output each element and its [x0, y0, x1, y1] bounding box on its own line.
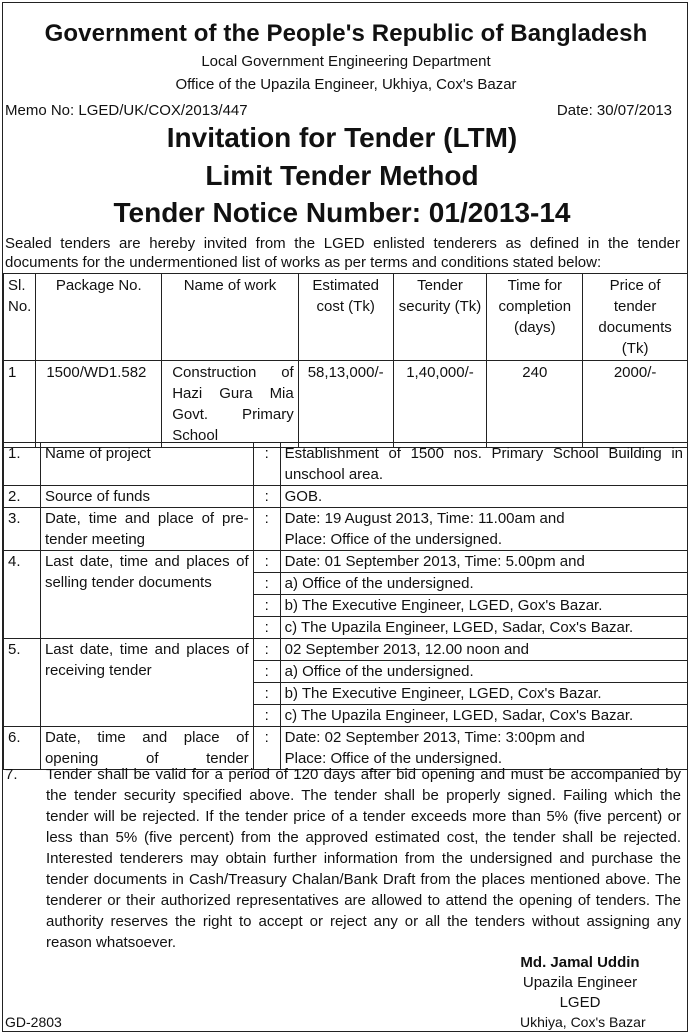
info-colon: :	[253, 727, 280, 770]
info-colon: :	[253, 617, 280, 639]
info-value: GOB.	[280, 486, 687, 508]
info-value	[280, 508, 687, 551]
signatory-place: Ukhiya, Cox's Bazar	[520, 1014, 646, 1030]
header-completion-time: Time for completion (days)	[487, 274, 583, 361]
info-colon: :	[253, 639, 280, 661]
row-estimated-cost: 58,13,000/-	[298, 361, 393, 448]
info-row-receiving	[4, 639, 688, 661]
row-sl: 1	[4, 361, 36, 448]
info-label: Last date, time and places of receiving tender	[40, 639, 253, 727]
info-value: b) The Executive Engineer, LGED, Gox's Bazar.	[280, 595, 687, 617]
notice-date: Date: 30/07/2013	[556, 102, 672, 119]
works-table	[3, 273, 688, 448]
info-value: c) The Upazila Engineer, LGED, Sadar, Cox's Bazar.	[280, 705, 687, 727]
table-row	[4, 361, 688, 448]
works-table-header	[4, 274, 688, 361]
info-value: Date: 01 September 2013, Time: 5.00pm and	[280, 551, 687, 573]
office-line: Office of the Upazila Engineer, Ukhiya, Cox's Bazar	[175, 76, 517, 93]
info-num: 1.	[4, 443, 41, 486]
info-row-funds	[4, 486, 688, 508]
info-colon: :	[253, 551, 280, 573]
info-row-project	[4, 443, 688, 486]
info-colon: :	[253, 595, 280, 617]
info-label: Last date, time and places of selling tender documents	[40, 551, 253, 639]
info-value: c) The Upazila Engineer, LGED, Sadar, Cox's Bazar.	[280, 617, 687, 639]
title-notice-number: Tender Notice Number: 01/2013-14	[113, 197, 571, 228]
memo-number: Memo No: LGED/UK/COX/2013/447	[5, 102, 248, 119]
info-colon: :	[253, 705, 280, 727]
info-label: Source of funds	[40, 486, 253, 508]
info-num: 5.	[4, 639, 41, 727]
info-label: Date, time and place of opening of tender	[40, 727, 253, 770]
info-colon: :	[253, 486, 280, 508]
info-value: a) Office of the undersigned.	[280, 661, 687, 683]
row-document-price: 2000/-	[583, 361, 688, 448]
info-value-line: Place: Office of the undersigned.	[284, 750, 502, 767]
department-line: Local Government Engineering Department	[201, 53, 491, 70]
signatory-org: LGED	[559, 994, 601, 1011]
info-colon: :	[253, 443, 280, 486]
row-package: 1500/WD1.582	[36, 361, 162, 448]
header-name-of-work: Name of work	[162, 274, 299, 361]
footer-code: GD-2803	[5, 1014, 62, 1030]
title-invitation: Invitation for Tender (LTM)	[166, 122, 518, 153]
info-value: 02 September 2013, 12.00 noon and	[280, 639, 687, 661]
row-tender-security: 1,40,000/-	[393, 361, 487, 448]
title-method: Limit Tender Method	[205, 160, 479, 191]
info-label: Date, time and place of pre-tender meeting	[40, 508, 253, 551]
tender-info-table	[3, 442, 688, 770]
header-document-price: Price of tender documents (Tk)	[583, 274, 688, 361]
info-colon: :	[253, 508, 280, 551]
info-num: 2.	[4, 486, 41, 508]
info-colon: :	[253, 573, 280, 595]
header-tender-security: Tender security (Tk)	[393, 274, 487, 361]
intro-paragraph: Sealed tenders are hereby invited from the LGED enlisted tenderers as defined in the tender documents for the undermentioned list of works as per terms and conditions stated below:	[5, 235, 680, 271]
info-colon: :	[253, 661, 280, 683]
signatory-name: Md. Jamal Uddin	[520, 954, 640, 971]
info-num: 3.	[4, 508, 41, 551]
terms-number: 7.	[5, 766, 18, 783]
header-sl: Sl. No.	[4, 274, 36, 361]
row-name-of-work: Construction of Hazi Gura Mia Govt. Primary School	[162, 361, 299, 448]
info-label: Name of project	[40, 443, 253, 486]
info-value: a) Office of the undersigned.	[280, 573, 687, 595]
terms-text: Tender shall be valid for a period of 120 days after bid opening and must be accompanied by the tender security specified above. The tender shall be properly signed. Failing which the tender will be rejected. If the tender price of a tender exceeds more than 5% (five percent) or less than 5% (five percent) from the approved estimated cost, the tender shall be rejected. Interested tenderers may obtain further information from the undersigned and purchase the tender documents in Cash/Treasury Chalan/Bank Draft from the places mentioned above. The tenderer or their authorized representatives are allowed to attend the opening of tenders. The authority reserves the right to accept or reject any or all the tenders without assigning any reason whatsoever.	[46, 766, 681, 951]
header-estimated-cost: Estimated cost (Tk)	[298, 274, 393, 361]
info-value-line: Date: 19 August 2013, Time: 11.00am and	[284, 510, 565, 527]
info-num: 4.	[4, 551, 41, 639]
info-value: b) The Executive Engineer, LGED, Cox's Bazar.	[280, 683, 687, 705]
info-num: 6.	[4, 727, 41, 770]
info-value-line: Place: Office of the undersigned.	[284, 531, 502, 548]
row-completion-time: 240	[487, 361, 583, 448]
info-row-selling	[4, 551, 688, 573]
terms-paragraph	[5, 764, 681, 953]
signatory-title: Upazila Engineer	[522, 974, 638, 991]
info-row-pretender	[4, 508, 688, 551]
info-colon: :	[253, 683, 280, 705]
header-package: Package No.	[36, 274, 162, 361]
government-heading: Government of the People's Republic of Bangladesh	[44, 20, 648, 47]
info-value-line: Date: 02 September 2013, Time: 3:00pm and	[284, 729, 585, 746]
info-value: Establishment of 1500 nos. Primary School Building in unschool area.	[280, 443, 687, 486]
